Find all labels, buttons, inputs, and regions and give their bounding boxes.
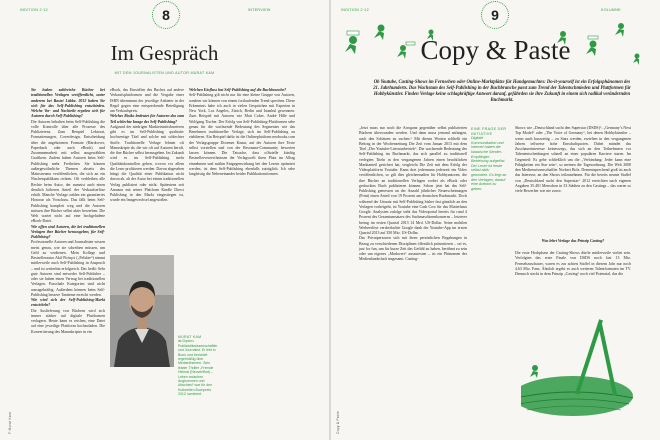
page-number-right: 9 — [485, 5, 505, 25]
interview-column-2 — [110, 88, 184, 253]
interview-question: Welches Risiko bedeutet für Autoren das zum Teil schlechte Image des Self-Publishing? — [110, 114, 184, 124]
paragraph: eBook, das Einstellen des Buches auf andere Verkaufsplattformen und die Vergabe einer ISBN übernimmt der jeweilige Anbieter in der Regel gegen eine entsprechende Beteiligung am Verkaufspreis. — [110, 88, 184, 113]
paragraph: Die Auslieferung von Büchern wird sich immer stärker auf digitale Plattformen verlagern. Heute kann es reichen, eine Datei auf eine jeweilige Plattform hochzuladen. Die Konvertierung des Manuskriptes in ein — [31, 308, 105, 334]
page-title-copy-paste: Copy & Paste — [420, 35, 571, 65]
paragraph: Professionelle Autoren und Journalisten wissen meist genau, wie sie schreiben müssen, um Geld zu verdienen. Mein Kollege und Bestsellerautor Akif Pirinçci („Felidae“) nimmt mittlerweile auch Self-Publishing in Anspruch – und ist weiterhin erfolgreich. Das heißt: Sehr gute Autoren sind entweder Self-Publisher – oder sie haben einen Vertrag bei traditionellen Verlagen. Passchale Kategorien sind nicht aussagekräftig. Außerdem können beim Self-Publishing bessere Tantieme erreicht werden. — [31, 240, 105, 297]
interview-question: Sie haben zahlreiche Bücher bei traditionellen Verlagen veröffentlicht, unter anderem bei Bastei Lübbe. 2012 haben Sie sich für das Self-Publishing entschieden. Welche Vor- und Nachteile ergeben sich für Autoren durch Self-Publishing? — [31, 88, 105, 119]
page-subtitle-interview: MIT DEM JOURNALISTEN UND AUTOR MURAT KAM — [114, 71, 215, 75]
paragraph: Shows wie „Deutschland sucht den Superstar (DSDS)“, „Germany’s Next Top Model“ oder „The Voice of Germany“, bei denen Hobbykünstler – wenn auch kurzzeitig – zu Stars werden, erzielten in den vergangenen Jahren teilweise hohe Einschaltquoten. Dabei mündet das Zuschauerinteresse keineswegs, das sich an den Teilnehmern vor Talententscheidungen schnell an einer populären Karriere staren. Im Gegenteil: Es gehe schließlich um die „Verbindung: Jeder kann eine Fähigkeiten ein Star sein“, so meinen die Tagesordnung. Die Welt 2008 den Medienwissenschaftler Norbert Bolz. Dementsprechend groß ist auch das Interesse, an den Shows teilzunehmen. Für die bereits neunte Staffel von „Deutschland sucht den Superstar“ 2012 erreichten nach eigenen Angaben 35.401 Menschen in 33 Städten zu den Castings – das waren so viele Bewerber wie nie zuvor. — [515, 126, 631, 193]
paragraph: Aufgrund der niedrigen Markteintrittsbarrieren gibt es im Self-Publishing qualitativ hochwertige Titel und solche mit schlechter Stoffe. Traditionelle Verlage lehnen oft Manuskripte ab, die wir oft auf Autoren beruft, die ihre Bücher selbst herausgeben. Im Zukunft wird es im Self-Publishing mehr Qualitätskontrollen geben, wovon vor allem die Leser profitieren werden. Davon abgesehen hängt die Qualität einer Publikation nicht davon ab, ob der Autor bei einem traditionellen Verlag publiziert oder nicht. Spätestens seit Amazon mit seiner Plattform Kindle Direct Publishing in den Markt eingestiegen ist, wurde ein Imagewechsel angestoßen. — [110, 124, 184, 203]
vertical-credit-right: Copy & Paste — [336, 410, 340, 434]
right-page — [331, 0, 660, 440]
page-title-interview: Im Gespräch — [110, 41, 219, 65]
running-head-left: INDITION 2·12 — [20, 8, 48, 12]
interview-column-1 — [31, 88, 105, 430]
interview-question: Wie offen sind Autoren, die bei traditionellen Verlagen ihre Bücher herausgeben, für Self-Publishing? — [31, 224, 105, 239]
paragraph: Self-Publishing gilt nicht nur für eine kleine Gruppe von Autoren, sondern wir können von einem fortlaufenden Trend sprechen. Diese Erkenntnis habe ich auch in vielen Gesprächen mit Experten in New York, Los Angeles, Zürich, Berlin und Istanbul gewonnen. Zum Beispiel mit Autoren wie Matt Coker, André Hille und Wolfgang Tischer. Der Erfolg von Self-Publishing-Plattformen sehe genau für die wachsende Bedeutung des Segmentes wie das Benehmen traditioneller Verlage, sich im Self-Publishing zu etablieren. Ein Beispiel dafür ist die Onlineplattform neobooks.com der Verlagsgruppe Droemer Knaur, auf der Autoren ihre Texte selbst vorstellen und von der Resonanz-Community bewerten lassen können. Die Tatsache, dass offizielle künftig Bestsellerverzeichnissen der Verlagswelt ihren Platz im Alltag einnehmen und mithin Entgegenwirkung bei den Lesern optimiert werden, ist dem Self-Publishing ebenfalls zuträglich. Ich sehe langfristig die Nebeneinander beider Publikationsformen. — [189, 93, 295, 176]
paragraph: „Jetzt muss nur noch die Arroganz gegenüber selbst publizierten Büchern überwunden werden. Und dann muss jemand anfangen, auch den Schätzen zu suchen.“ Mit diesen Worten schließt ein Beitrag in der Wochenzeitung Die Zeit vom Januar 2013 mit dem Titel „Der Youtube-Literaturbetrieb“. Die wachsende Bedeutung des Self-Publishing im Buchmarkt, das sich parallel zu traditionell verlegten Titeln in den vergangenen Jahren einen beachtlichen Marktanteil gesichert hat, vergleicht Die Zeit mit dem Erfolg der Videoplattform Youtube. Kann dort jedermann jederzeit ein Video veröffentlichen, so gilt dies gleichermaßen für Hobbyautoren, die ihre Bücher an traditionellen Verlagen vorbei als eBook oder gedrucktes Buch publizieren können. Schon jetzt hat das Self-Publishing gemessen an der Anzahl jährlicher Neuerscheinungen (Print) einen Anteil von 19 Prozent am deutschen Buchmarkt. Doch während der Umsatz mit Self-Publishing bisher fast gänzlich an den Verlagen vorbeigeht, ist Youtube eine Cash Cow für das Mutterhaus Google. Analysten zufolge steht das Videoportal bereits für rund 4 Prozent des Gesamtumsatzes des Suchmaschinenkonzerns – letzterer betrug im ersten Quartal 2013 14 Mrd. US-Dollar. Seine mobilen Werbeerlöse verdreifachte Google dank der Youtube-App im ersten Quartal 2013 auf 350 Mio. US-Dollar. — [359, 126, 467, 235]
pull-quote-title: EINE FRAGE DER INITIATIVE — [471, 127, 507, 136]
portrait-illustration — [110, 255, 174, 367]
lead-paragraph: Ob Youtube, Casting-Shows im Fernsehen oder Online-Marktplätze für Handgemachtes: Do-it-yourself ist ein Erfolgsphänomen des 21. Jahrhunderts. Das Wachstum des Self-Publishing in der Buchbranche passt zum Trend der Talentschmieden und Plattformen für Hobbykünstler. Finden Verlage keine schlagkräftige Antwort darauf, gefährden sie ihre Zukunft in einem sich radikal verändernden Buchmarkt. — [373, 80, 631, 104]
page-number-left: 8 — [156, 5, 176, 25]
pull-quote-box — [471, 127, 507, 191]
interview-question: Welchen Einfluss hat Self-Publishing auf die Buchbranche? — [189, 88, 287, 92]
author-portrait-photo — [110, 255, 174, 367]
pull-quote-text: Digitale Kommunikation und Internet haben die klassische Sender-Empfänger-Beziehung aufgelöst. Der Leser ist heute selbst aktiv geworden. Es liegt an den Verlagen, darauf eine Antwort zu geben. — [471, 136, 507, 191]
left-page — [0, 0, 329, 440]
column-3-text — [515, 126, 631, 236]
yarn-ball-illustration — [521, 312, 651, 432]
column-3b-text — [515, 251, 631, 311]
interview-question: Wie wird sich der Self-Publishing-Markt entwickeln? — [31, 298, 105, 308]
caption-text: ist Diplom-Publizistikwissenschaftler und Journalist. Er lebt in Bonn und berichtet regelmäßig über Medienthemen. Sein letzter Thriller „Fremde Heimat (Neuverfilmt) – Leben zwischen Angkommen und Abschied“ war für den Kulturellen Buchpreis 2012 nominiert. — [178, 339, 218, 397]
paragraph: Die erste Hochphase der Casting-Shows dürfte mittlerweile vorbei sein. Verfolgten das erste Finale von DSDS noch fast 13 Mio. Fernsehzuschauer, waren es zur achten Staffel in diesem Jahr nur noch 4,63 Mio. Fans. Ähnlich ergeht es auch weiteren Talentformaten im TV. Dennoch steckt in dem Prinzip „Casting“ noch viel Potenzial, das die — [515, 251, 631, 276]
vertical-credit-left: F·Murat Kam — [8, 412, 12, 434]
section-label-interview: INTERVIEW — [248, 8, 271, 12]
running-head-right: INDITION 2·12 — [341, 8, 369, 12]
column-1-text — [359, 126, 467, 426]
paragraph: Die Autoren behalten beim Self-Publishing die volle Kontrolle über alle Prozesse des Publizierens. Zum Beispiel Lektorat, Formatierungen, Coverdesign, Entscheidung über die angebotenen Formate (Hardcover, Paperback oder auch eBook) und Zusammenarbeit mit selbst ausgewählten Grafikern. Zudem haben Autoren beim Self-Publishing mehr Freiheiten. Sie können außergewöhnliche Themen abseits des Mainstreams veröffentlichen, die sich an ein Nischenpublikum richten. Oft verbleiben alle Rechte beim Autor, der zumeist auch einen deutlich höheren Anteil der Verkaufserlöse erhält. Manche Verlage zahlen ein garantiertes Honorar als Vorschuss. Das fällt beim Self-Publishing komplett weg und die Autoren müssen ihre Bücher selbst aktiv bewerben. Die Welt wartet nicht auf eine hochgeladene eBook-Datei. — [31, 119, 105, 224]
section-label-kolumne: KOLUMNE — [601, 8, 621, 12]
caption-name: MURAT KAM — [178, 335, 202, 339]
portrait-caption — [178, 335, 216, 397]
column-3-subheading: Was lehrt Verlage das Prinzip Casting? — [541, 239, 605, 243]
paragraph: Das Privatpersonen sich mit ihren persönlichen Begabungen in Bezug zu verschiedenen Disziplinen öffentlich präsentieren – sei es, just for fun, um für kurze Zeit das Gefühl zu haben, berühmt zu sein oder um eigenes „Markwert“ auszutesten – ist ein Phänomen der Medienlandschaft insgesamt. Casting- — [359, 236, 467, 262]
